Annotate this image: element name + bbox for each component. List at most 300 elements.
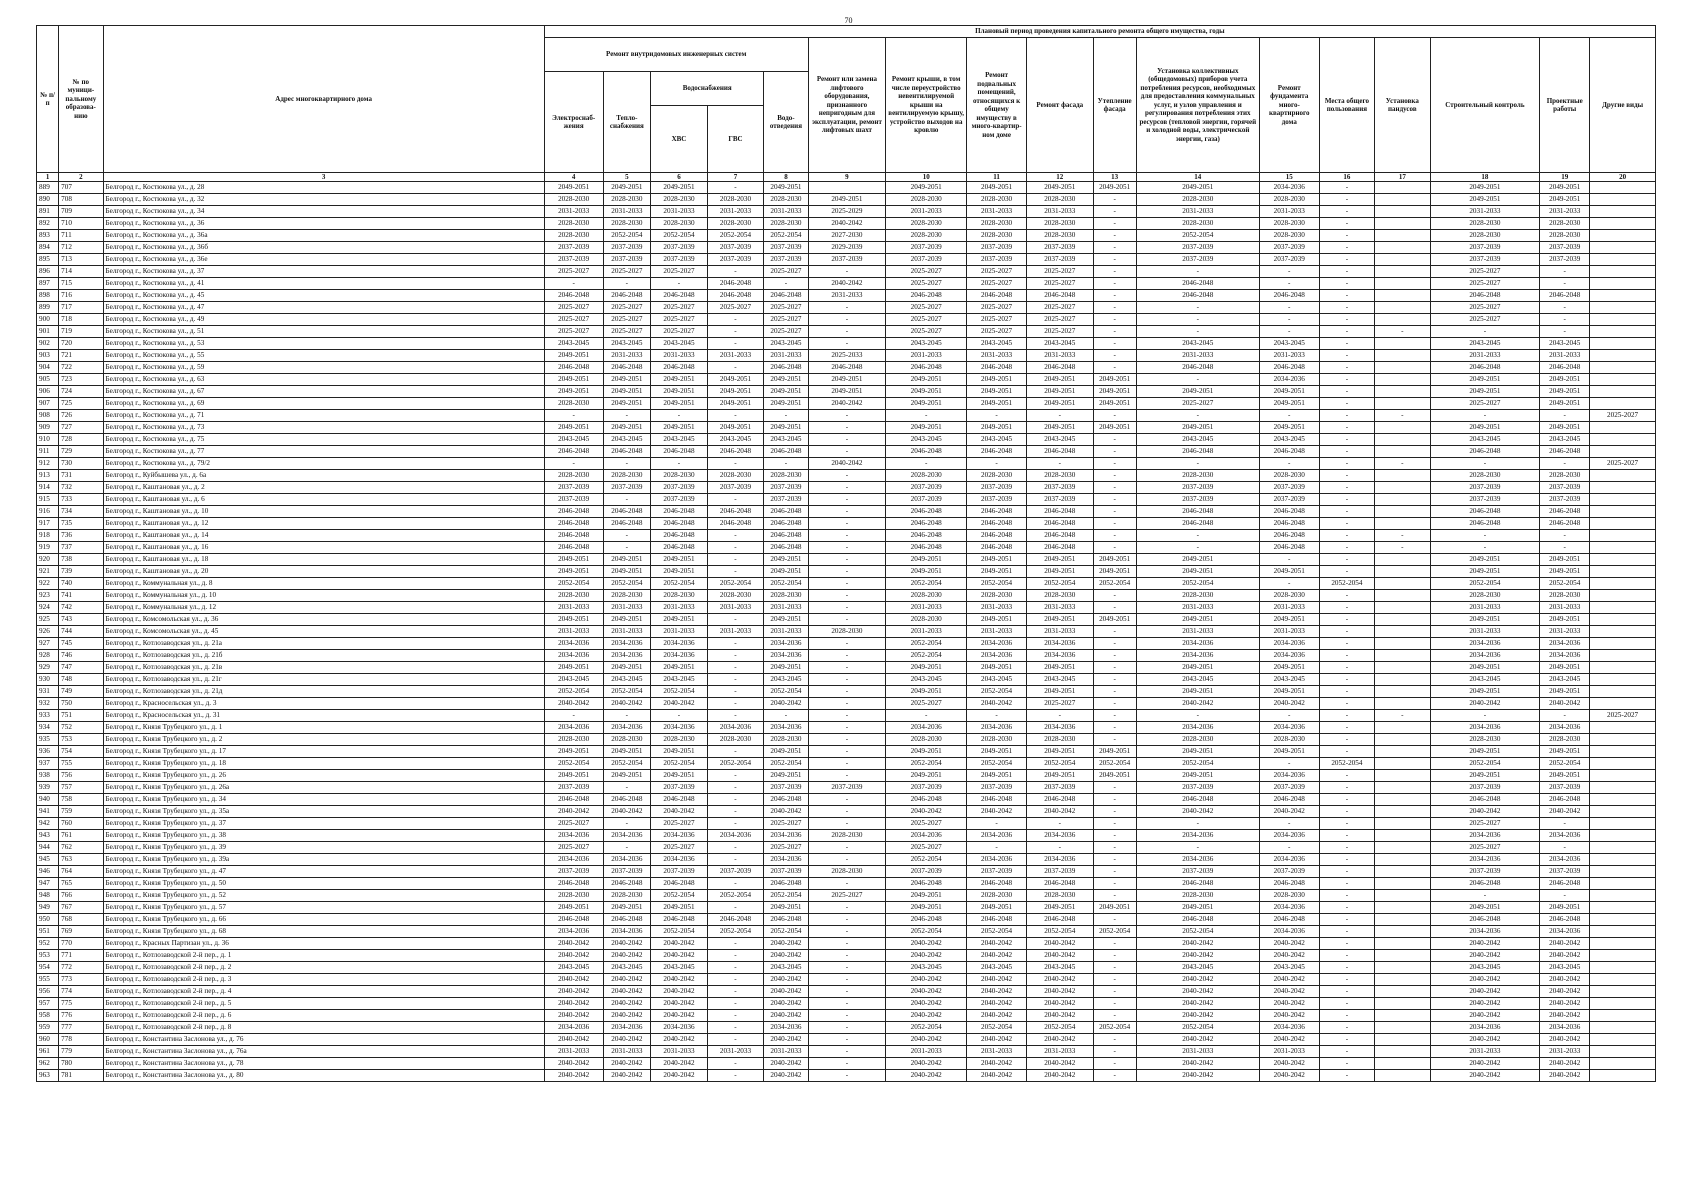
table-cell: 921: [37, 566, 59, 578]
table-cell: -: [1093, 878, 1136, 890]
table-cell: -: [808, 422, 886, 434]
table-row: [37, 482, 1656, 494]
table-cell: 2031-2033: [1136, 206, 1259, 218]
table-cell: -: [1319, 854, 1374, 866]
table-cell: 2037-2039: [1027, 782, 1094, 794]
table-cell: [1590, 434, 1656, 446]
table-cell: -: [1259, 410, 1319, 422]
table-cell: 2025-2027: [1027, 314, 1094, 326]
table-cell: 2040-2042: [1027, 1070, 1094, 1082]
column-number: 20: [1590, 173, 1656, 182]
table-cell: -: [1319, 626, 1374, 638]
table-cell: [1590, 194, 1656, 206]
table-cell: 2043-2045: [544, 338, 603, 350]
table-cell: -: [1093, 722, 1136, 734]
table-cell: 2049-2051: [1540, 746, 1590, 758]
table-cell: -: [1259, 554, 1319, 566]
table-cell: 2046-2048: [651, 362, 708, 374]
table-cell: 2040-2042: [651, 1058, 708, 1070]
table-cell: 2028-2030: [651, 590, 708, 602]
table-cell: 2034-2036: [544, 926, 603, 938]
table-row: [37, 638, 1656, 650]
address-cell: Белгород г., Котлозаводской 2-й пер., д. 2: [103, 962, 544, 974]
table-cell: 2049-2051: [603, 182, 651, 194]
table-cell: 2037-2039: [967, 242, 1027, 254]
table-cell: 2028-2030: [764, 470, 808, 482]
table-cell: 2037-2039: [764, 494, 808, 506]
table-cell: -: [707, 458, 764, 470]
table-cell: -: [1136, 326, 1259, 338]
table-cell: 2040-2042: [544, 1034, 603, 1046]
table-cell: -: [1259, 326, 1319, 338]
address-cell: Белгород г., Коммунальная ул., д. 12: [103, 602, 544, 614]
table-cell: -: [1319, 398, 1374, 410]
table-cell: 2049-2051: [1027, 386, 1094, 398]
table-cell: 2046-2048: [1027, 794, 1094, 806]
table-cell: 2046-2048: [886, 362, 967, 374]
table-cell: 2049-2051: [651, 770, 708, 782]
table-cell: [1375, 758, 1430, 770]
table-cell: 2031-2033: [544, 602, 603, 614]
table-row: [37, 374, 1656, 386]
table-cell: 2052-2054: [764, 686, 808, 698]
table-cell: 2040-2042: [1136, 1070, 1259, 1082]
table-cell: -: [544, 710, 603, 722]
table-cell: -: [808, 1022, 886, 1034]
table-cell: 2028-2030: [1136, 890, 1259, 902]
table-cell: 2052-2054: [764, 926, 808, 938]
table-cell: 2049-2051: [886, 566, 967, 578]
table-cell: 721: [59, 350, 103, 362]
table-cell: 745: [59, 638, 103, 650]
table-cell: 2040-2042: [544, 998, 603, 1010]
table-cell: 2034-2036: [764, 650, 808, 662]
table-cell: [1590, 638, 1656, 650]
table-row: [37, 314, 1656, 326]
table-cell: 2037-2039: [886, 494, 967, 506]
table-cell: -: [808, 818, 886, 830]
table-cell: -: [808, 806, 886, 818]
table-cell: 2028-2030: [1259, 734, 1319, 746]
address-cell: Белгород г., Костюкова ул., д. 73: [103, 422, 544, 434]
table-cell: 2040-2042: [1430, 698, 1540, 710]
table-cell: 2049-2051: [603, 746, 651, 758]
table-cell: 2046-2048: [886, 518, 967, 530]
table-cell: [1590, 1034, 1656, 1046]
column-number: 5: [603, 173, 651, 182]
table-cell: -: [808, 590, 886, 602]
table-cell: 2037-2039: [764, 254, 808, 266]
table-cell: 951: [37, 926, 59, 938]
table-cell: 2037-2039: [886, 482, 967, 494]
table-cell: 720: [59, 338, 103, 350]
table-cell: -: [1093, 626, 1136, 638]
table-cell: 2037-2039: [1136, 482, 1259, 494]
table-cell: -: [808, 542, 886, 554]
table-cell: [1375, 374, 1430, 386]
table-cell: -: [967, 842, 1027, 854]
table-cell: 917: [37, 518, 59, 530]
table-cell: -: [1259, 818, 1319, 830]
table-cell: 2040-2042: [886, 938, 967, 950]
table-cell: 2025-2027: [1590, 458, 1656, 470]
table-cell: -: [1093, 806, 1136, 818]
table-cell: [1590, 818, 1656, 830]
table-cell: 2031-2033: [967, 350, 1027, 362]
table-cell: [1590, 734, 1656, 746]
table-cell: 2049-2051: [603, 398, 651, 410]
table-cell: 2034-2036: [707, 830, 764, 842]
table-cell: 2049-2051: [1540, 770, 1590, 782]
table-cell: 2046-2048: [886, 446, 967, 458]
table-cell: 2031-2033: [967, 626, 1027, 638]
column-number: 7: [707, 173, 764, 182]
table-cell: 2049-2051: [603, 902, 651, 914]
table-cell: 906: [37, 386, 59, 398]
table-cell: -: [1259, 842, 1319, 854]
address-cell: Белгород г., Константина Заслонова ул., д. 80: [103, 1070, 544, 1082]
table-cell: [1375, 614, 1430, 626]
table-cell: -: [1319, 746, 1374, 758]
table-cell: 2040-2042: [1540, 986, 1590, 998]
table-cell: 769: [59, 926, 103, 938]
table-cell: 2049-2051: [1430, 662, 1540, 674]
table-cell: 2049-2051: [1093, 398, 1136, 410]
table-cell: -: [808, 914, 886, 926]
table-row: [37, 962, 1656, 974]
table-cell: 2040-2042: [1540, 1034, 1590, 1046]
table-cell: [1375, 602, 1430, 614]
table-cell: [1375, 926, 1430, 938]
table-cell: 2025-2033: [808, 350, 886, 362]
table-cell: 2031-2033: [707, 602, 764, 614]
table-cell: 2028-2030: [1027, 470, 1094, 482]
table-cell: 2034-2036: [707, 722, 764, 734]
table-cell: 2040-2042: [651, 806, 708, 818]
address-cell: Белгород г., Костюкова ул., д. 51: [103, 326, 544, 338]
table-cell: 2034-2036: [1136, 830, 1259, 842]
table-cell: [1590, 554, 1656, 566]
table-cell: 2040-2042: [967, 1070, 1027, 1082]
table-cell: 2028-2030: [967, 734, 1027, 746]
table-cell: 2049-2051: [1027, 182, 1094, 194]
table-cell: 2034-2036: [1259, 722, 1319, 734]
table-row: [37, 614, 1656, 626]
table-cell: -: [1375, 326, 1430, 338]
table-cell: -: [808, 338, 886, 350]
header-num: № п/п: [37, 26, 59, 173]
table-cell: [1590, 794, 1656, 806]
table-cell: 751: [59, 710, 103, 722]
table-cell: -: [707, 338, 764, 350]
table-cell: 2034-2036: [967, 638, 1027, 650]
table-cell: 916: [37, 506, 59, 518]
table-row: [37, 1058, 1656, 1070]
table-cell: 2037-2039: [651, 482, 708, 494]
table-cell: 719: [59, 326, 103, 338]
table-row: [37, 254, 1656, 266]
table-cell: -: [1093, 434, 1136, 446]
table-cell: 2049-2051: [764, 398, 808, 410]
table-cell: 2046-2048: [1027, 362, 1094, 374]
table-cell: -: [707, 962, 764, 974]
table-cell: [1375, 698, 1430, 710]
table-cell: 2046-2048: [1430, 878, 1540, 890]
column-number: 1: [37, 173, 59, 182]
table-cell: [1375, 554, 1430, 566]
table-cell: [1590, 1058, 1656, 1070]
table-row: [37, 818, 1656, 830]
table-cell: 2031-2033: [544, 626, 603, 638]
table-cell: 2037-2039: [1540, 494, 1590, 506]
table-row: [37, 986, 1656, 998]
table-cell: -: [1430, 890, 1540, 902]
table-cell: 2049-2051: [1093, 566, 1136, 578]
table-cell: 2040-2042: [764, 1010, 808, 1022]
table-row: [37, 218, 1656, 230]
table-cell: 2049-2051: [886, 554, 967, 566]
table-cell: 2040-2042: [886, 998, 967, 1010]
table-cell: 2046-2048: [1430, 446, 1540, 458]
table-cell: 2049-2051: [603, 662, 651, 674]
column-number: 14: [1136, 173, 1259, 182]
table-cell: [1590, 566, 1656, 578]
table-cell: -: [808, 602, 886, 614]
table-cell: -: [707, 1070, 764, 1082]
table-cell: 904: [37, 362, 59, 374]
table-cell: 2034-2036: [544, 638, 603, 650]
table-row: [37, 434, 1656, 446]
table-cell: 2040-2042: [544, 698, 603, 710]
table-cell: 2043-2045: [1027, 338, 1094, 350]
table-row: [37, 734, 1656, 746]
table-cell: 2028-2030: [967, 194, 1027, 206]
table-cell: 2037-2039: [707, 866, 764, 878]
table-cell: -: [1319, 674, 1374, 686]
table-cell: 2046-2048: [764, 530, 808, 542]
table-cell: 2049-2051: [1540, 902, 1590, 914]
table-cell: -: [1540, 326, 1590, 338]
table-cell: 2046-2048: [1430, 794, 1540, 806]
table-cell: 2040-2042: [603, 698, 651, 710]
table-cell: 2028-2030: [544, 590, 603, 602]
table-cell: 2037-2039: [1540, 782, 1590, 794]
table-cell: 2049-2051: [1027, 422, 1094, 434]
address-cell: Белгород г., Константина Заслонова ул., д. 78: [103, 1058, 544, 1070]
table-cell: -: [1027, 410, 1094, 422]
table-cell: 2049-2051: [967, 566, 1027, 578]
table-cell: [1590, 338, 1656, 350]
table-cell: 2037-2039: [651, 254, 708, 266]
address-cell: Белгород г., Костюкова ул., д. 36е: [103, 254, 544, 266]
table-cell: -: [651, 710, 708, 722]
table-cell: 2040-2042: [1027, 1058, 1094, 1070]
table-cell: [1590, 206, 1656, 218]
table-cell: 2034-2036: [1430, 854, 1540, 866]
header-facade: Ремонт фасада: [1027, 38, 1094, 173]
table-cell: 2025-2027: [1027, 266, 1094, 278]
table-cell: 2028-2030: [1027, 734, 1094, 746]
table-cell: 2034-2036: [1259, 182, 1319, 194]
table-cell: 2037-2039: [544, 242, 603, 254]
table-cell: -: [1093, 302, 1136, 314]
table-cell: -: [1136, 710, 1259, 722]
table-cell: -: [1540, 890, 1590, 902]
table-cell: 2043-2045: [1136, 674, 1259, 686]
table-cell: 2049-2051: [544, 662, 603, 674]
table-cell: 2034-2036: [544, 722, 603, 734]
table-cell: [1375, 734, 1430, 746]
table-cell: -: [1093, 218, 1136, 230]
table-cell: 2040-2042: [544, 1070, 603, 1082]
table-cell: 709: [59, 206, 103, 218]
table-cell: [1375, 830, 1430, 842]
table-cell: 2046-2048: [967, 542, 1027, 554]
table-cell: 2037-2039: [544, 494, 603, 506]
table-cell: 2049-2051: [808, 374, 886, 386]
table-cell: 726: [59, 410, 103, 422]
table-cell: [1375, 674, 1430, 686]
table-cell: 2052-2054: [651, 926, 708, 938]
table-cell: [1590, 890, 1656, 902]
table-cell: 761: [59, 830, 103, 842]
address-cell: Белгород г., Князя Трубецкого ул., д. 68: [103, 926, 544, 938]
table-cell: -: [651, 458, 708, 470]
table-cell: 776: [59, 1010, 103, 1022]
table-cell: 2049-2051: [1540, 554, 1590, 566]
table-cell: [1590, 446, 1656, 458]
table-cell: 2049-2051: [967, 746, 1027, 758]
table-cell: 2028-2030: [544, 398, 603, 410]
table-cell: 2046-2048: [651, 506, 708, 518]
table-cell: 2040-2042: [603, 986, 651, 998]
table-cell: 2025-2027: [1590, 710, 1656, 722]
table-cell: 2025-2027: [764, 314, 808, 326]
table-cell: 903: [37, 350, 59, 362]
table-cell: 753: [59, 734, 103, 746]
table-cell: 2040-2042: [1430, 998, 1540, 1010]
table-row: [37, 758, 1656, 770]
table-cell: -: [1319, 218, 1374, 230]
table-cell: 2043-2045: [544, 674, 603, 686]
table-cell: 2037-2039: [544, 482, 603, 494]
table-cell: 730: [59, 458, 103, 470]
table-row: [37, 1022, 1656, 1034]
table-cell: 2049-2051: [544, 422, 603, 434]
table-cell: -: [1093, 914, 1136, 926]
table-cell: -: [1093, 890, 1136, 902]
table-cell: 2040-2042: [544, 974, 603, 986]
table-cell: 2043-2045: [967, 434, 1027, 446]
table-cell: 2049-2051: [764, 422, 808, 434]
table-cell: 2040-2042: [544, 950, 603, 962]
table-cell: 2049-2051: [1027, 746, 1094, 758]
table-cell: 2040-2042: [603, 938, 651, 950]
table-cell: 2031-2033: [651, 602, 708, 614]
table-cell: 750: [59, 698, 103, 710]
table-cell: 2049-2051: [886, 386, 967, 398]
table-cell: -: [1375, 710, 1430, 722]
table-cell: -: [1093, 242, 1136, 254]
table-cell: -: [1093, 1010, 1136, 1022]
table-cell: -: [1319, 194, 1374, 206]
table-cell: -: [603, 710, 651, 722]
table-cell: -: [1319, 770, 1374, 782]
table-cell: 2037-2039: [1540, 482, 1590, 494]
table-cell: 2028-2030: [764, 590, 808, 602]
table-cell: -: [651, 410, 708, 422]
table-cell: 2028-2030: [1540, 470, 1590, 482]
table-cell: 923: [37, 590, 59, 602]
table-cell: 2037-2039: [603, 254, 651, 266]
table-cell: 2046-2048: [1136, 362, 1259, 374]
table-cell: 2028-2030: [707, 734, 764, 746]
table-cell: -: [707, 950, 764, 962]
table-cell: -: [1319, 866, 1374, 878]
table-cell: 2046-2048: [764, 506, 808, 518]
table-cell: 922: [37, 578, 59, 590]
table-cell: -: [707, 1034, 764, 1046]
table-cell: 2052-2054: [603, 230, 651, 242]
table-cell: -: [1136, 842, 1259, 854]
table-cell: 756: [59, 770, 103, 782]
table-cell: [1375, 302, 1430, 314]
table-cell: -: [1319, 902, 1374, 914]
table-cell: 747: [59, 662, 103, 674]
table-cell: 2043-2045: [967, 674, 1027, 686]
table-cell: [1590, 878, 1656, 890]
table-cell: 2040-2042: [1027, 806, 1094, 818]
table-cell: -: [1093, 698, 1136, 710]
table-cell: 2031-2033: [707, 626, 764, 638]
table-cell: 2049-2051: [603, 422, 651, 434]
table-cell: 2031-2033: [603, 1046, 651, 1058]
table-cell: 948: [37, 890, 59, 902]
table-row: [37, 518, 1656, 530]
table-cell: 935: [37, 734, 59, 746]
table-cell: 708: [59, 194, 103, 206]
table-cell: 2040-2042: [1136, 974, 1259, 986]
table-cell: [1590, 266, 1656, 278]
table-cell: -: [1319, 314, 1374, 326]
table-cell: 2031-2033: [1136, 350, 1259, 362]
table-cell: 2052-2054: [1540, 758, 1590, 770]
table-cell: [1590, 350, 1656, 362]
table-cell: -: [808, 746, 886, 758]
table-cell: -: [808, 758, 886, 770]
table-cell: [1375, 590, 1430, 602]
table-cell: -: [808, 482, 886, 494]
table-cell: 2040-2042: [764, 1034, 808, 1046]
address-cell: Белгород г., Князя Трубецкого ул., д. 26: [103, 770, 544, 782]
table-cell: 2049-2051: [764, 374, 808, 386]
table-cell: 2031-2033: [886, 626, 967, 638]
table-cell: -: [1093, 662, 1136, 674]
table-row: [37, 230, 1656, 242]
table-cell: [1590, 686, 1656, 698]
table-cell: -: [808, 794, 886, 806]
table-cell: 2049-2051: [967, 386, 1027, 398]
table-cell: 2025-2027: [651, 266, 708, 278]
table-cell: 2028-2030: [886, 218, 967, 230]
table-cell: 736: [59, 530, 103, 542]
table-cell: 2046-2048: [764, 290, 808, 302]
table-cell: -: [1093, 734, 1136, 746]
table-cell: -: [1319, 818, 1374, 830]
address-cell: Белгород г., Костюкова ул., д. 53: [103, 338, 544, 350]
table-cell: 2037-2039: [764, 482, 808, 494]
table-cell: 2034-2036: [1136, 854, 1259, 866]
